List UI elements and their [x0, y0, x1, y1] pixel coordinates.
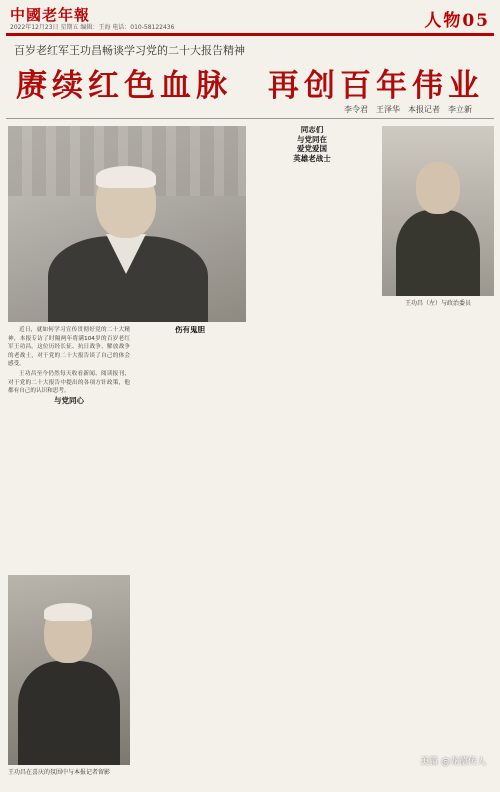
divider [6, 118, 494, 119]
newspaper-brand: 中國老年報 [10, 6, 91, 24]
watermark: 美篇 @龙德传人 [420, 757, 486, 767]
kicker: 百岁老红军王功昌畅谈学习党的二十大报告精神 [14, 44, 245, 57]
figure-head [416, 162, 460, 214]
section-subhead: 伤有鬼胆 [175, 326, 205, 334]
figure-body [396, 210, 480, 296]
photo-caption: 王功昌在喜庆的氛围中与本报记者留影 [8, 769, 111, 776]
masthead [0, 0, 500, 34]
section-subhead: 与党同在 [297, 134, 327, 144]
photo-caption: 王功昌（左）与政治委员 [404, 300, 471, 307]
section-subhead: 英雄老战士 [293, 153, 331, 163]
masthead-rule [6, 33, 494, 36]
article-column-1 [8, 326, 130, 572]
article-column-3 [250, 126, 374, 766]
figure-hair [44, 603, 92, 621]
headline: 赓续红色血脉 再创百年伟业 [16, 68, 484, 104]
article-column-2 [134, 326, 246, 766]
group-photo [382, 126, 494, 296]
paragraph: 近日，就如何学习宣传贯彻好党的二十大精神，本报专访了时隔两年将满104岁的百岁老红军王功昌。这位历经长征、抗日战争、解放战争的老战士，对于党的二十大报告谈了自己的体会感受。 [8, 327, 130, 368]
portrait-photo [8, 126, 246, 322]
byline: 李令君 王泽华 本报记者 李立新 [344, 105, 472, 114]
dateline: 2022年12月23日 星期五 编辑：王海 电话：010-58122436 [10, 24, 175, 31]
paragraph: 王功昌至今仍然每天收看新闻、阅读报刊，对于党的二十大报告中提出的各项方针政策，他都有自己的认识和思考。 [8, 370, 130, 395]
section-subhead: 与党同心 [54, 395, 84, 405]
section-subhead: 爱党爱国 [297, 144, 327, 154]
article-column-4 [382, 310, 494, 766]
section-title: 人物05 [424, 11, 490, 31]
figure-body [18, 661, 120, 765]
section-subhead: 同志们 [300, 126, 324, 134]
portrait-photo-2 [8, 575, 130, 765]
figure-hair [96, 166, 156, 188]
